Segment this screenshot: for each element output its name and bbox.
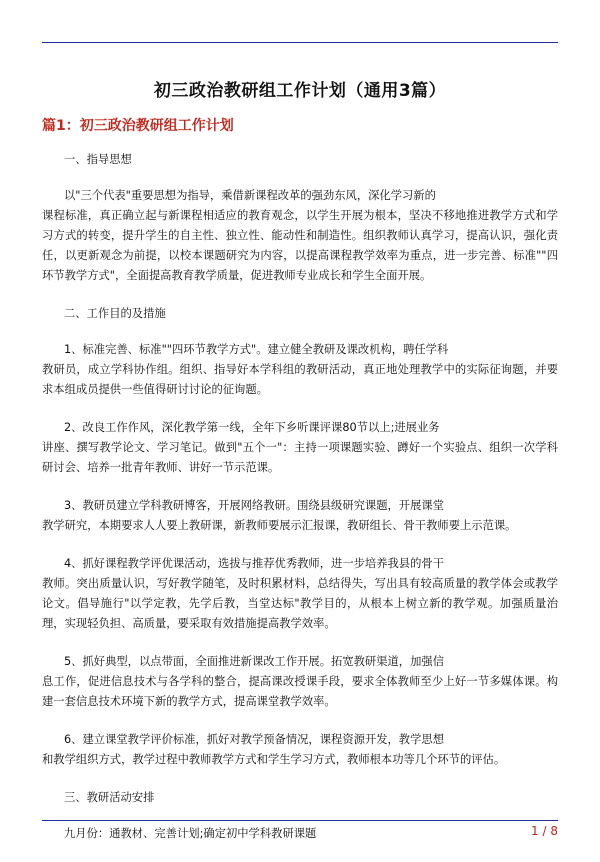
paragraph-first-line: 1、标准完善、标准""四环节教学方式"。建立健全教研及课改机构，聘任学科 bbox=[64, 343, 449, 356]
paragraph-body: 息工作，促进信息技术与各学科的整合，提高课改授课手段，要求全体教师至少上好一节多媒体课。构建一套信息技术环境下新的教学方式，提高课堂教学效率。 bbox=[42, 675, 558, 708]
paragraph-body: 教师。突出质量认识，写好教学随笔，及时积累材料，总结得失，写出具有较高质量的教学体会或教学论文。倡导施行"以学定教，先学后教，当堂达标"教学目的，从根本上树立新的教学观。加强质量治理，实现轻负担、高质量，要采取有效措施提高教学效率。 bbox=[42, 577, 558, 630]
page-indicator: 1 / 8 bbox=[531, 824, 558, 838]
paragraph-first-line: 以"三个代表"重要思想为指导，乘借新课程改革的强劲东风，深化学习新的 bbox=[64, 189, 436, 202]
heading-activity-schedule: 三、教研活动安排 bbox=[64, 791, 155, 804]
paragraph-body: 课程标准，真正确立起与新课程相适应的教育观念，以学生开展为根本，坚决不移地推进教学方式和学习方式的转变，提升学生的自主性、独立性、能动性和制造性。组织教师认真学习，提高认识，强化责任，以更新观念为前提，以校本课题研究为内容，以提高课程教学效率为重点，进一步完善、标准""四环节教学方式"，全面提高教育教学质量，促进教师专业成长和学生全面开展。 bbox=[42, 209, 558, 282]
section-title: 篇1：初三政治教研组工作计划 bbox=[42, 118, 234, 134]
paragraph-first-line: 九月份：通教材、完善计划;确定初中学科教研课题 bbox=[64, 827, 317, 840]
header-rule bbox=[42, 42, 558, 43]
paragraph-body: 讲座、撰写教学论文、学习笔记。做到"五个一"：主持一项课题实验、蹲好一个实验点、组织一次学科研讨会、培养一批青年教师、讲好一节示范课。 bbox=[42, 441, 558, 474]
paragraph bbox=[42, 824, 558, 844]
footer-rule bbox=[42, 820, 558, 821]
heading-goals-measures: 二、工作目的及措施 bbox=[64, 307, 166, 320]
document-body bbox=[42, 150, 558, 862]
paragraph-first-line: 6、建立课堂教学评价标准，抓好对教学预备情况，课程资源开发，教学思想 bbox=[64, 733, 444, 746]
paragraph-first-line: 3、教研员建立学科教研博客，开展网络教研。围绕县级研究课题，开展课堂 bbox=[64, 499, 444, 512]
paragraph bbox=[42, 554, 558, 634]
paragraph-body: 和教学组织方式，教学过程中教师教学方式和学生学习方式，教师根本功等几个环节的评估。 bbox=[42, 753, 506, 766]
paragraph bbox=[42, 652, 558, 712]
paragraph-body: 教研员，成立学科协作组。组织、指导好本学科组的教研活动，真正地处理教学中的实际征询题，并要求本组成员提供一些值得研讨讨论的征询题。 bbox=[42, 363, 558, 396]
paragraph bbox=[42, 186, 558, 286]
paragraph-first-line: 5、抓好典型，以点带面，全面推进新课改工作开展。拓宽教研渠道，加强信 bbox=[64, 655, 444, 668]
paragraph bbox=[42, 496, 558, 536]
document-title: 初三政治教研组工作计划（通用3篇） bbox=[153, 81, 447, 101]
paragraph-body: 教学研究，本期要求人人要上教研课，新教师要展示汇报课，教研组长、骨干教师要上示范课。 bbox=[42, 519, 517, 532]
paragraph bbox=[42, 418, 558, 478]
paragraph-first-line: 2、改良工作作风，深化教学第一线，全年下乡听课评课80节以上;进展业务 bbox=[64, 421, 440, 434]
paragraph bbox=[42, 340, 558, 400]
heading-guiding-ideology: 一、指导思想 bbox=[64, 153, 132, 166]
paragraph bbox=[42, 730, 558, 770]
paragraph-first-line: 4、抓好课程教学评优课活动，选拔与推荐优秀教师，进一步培养我县的骨干 bbox=[64, 557, 444, 570]
